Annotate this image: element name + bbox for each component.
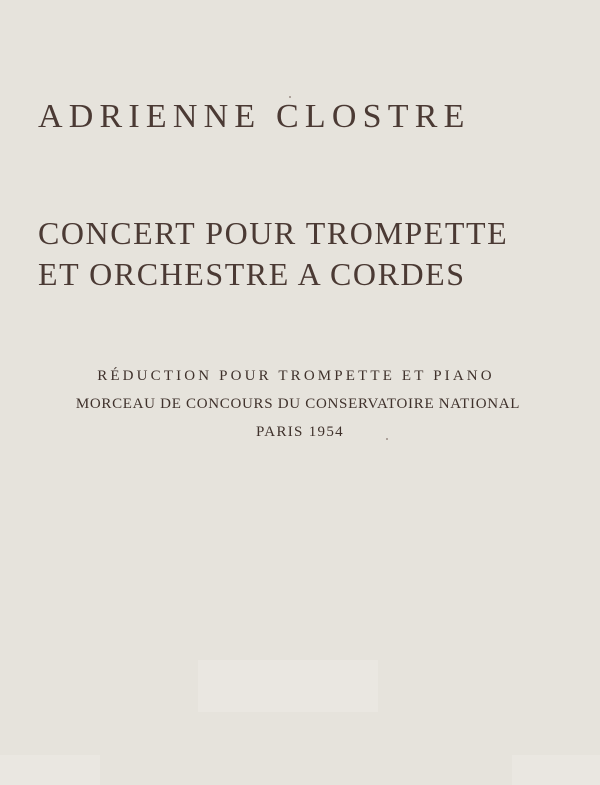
faded-label-area [198,660,378,712]
work-title-line-2: ET ORCHESTRE A CORDES [38,256,466,292]
place-and-year: PARIS 1954 [256,424,344,440]
faded-corner-area [0,755,100,785]
paper-speck [386,438,388,440]
occasion-subtitle: MORCEAU DE CONCOURS DU CONSERVATOIRE NATIONAL [75,396,521,412]
arrangement-subtitle: RÉDUCTION POUR TROMPETTE ET PIANO [97,368,495,384]
composer-name: ADRIENNE CLOSTRE [38,98,471,135]
paper-speck [289,96,291,98]
faded-corner-area [512,755,600,785]
work-title-line-1: CONCERT POUR TROMPETTE [38,215,509,251]
